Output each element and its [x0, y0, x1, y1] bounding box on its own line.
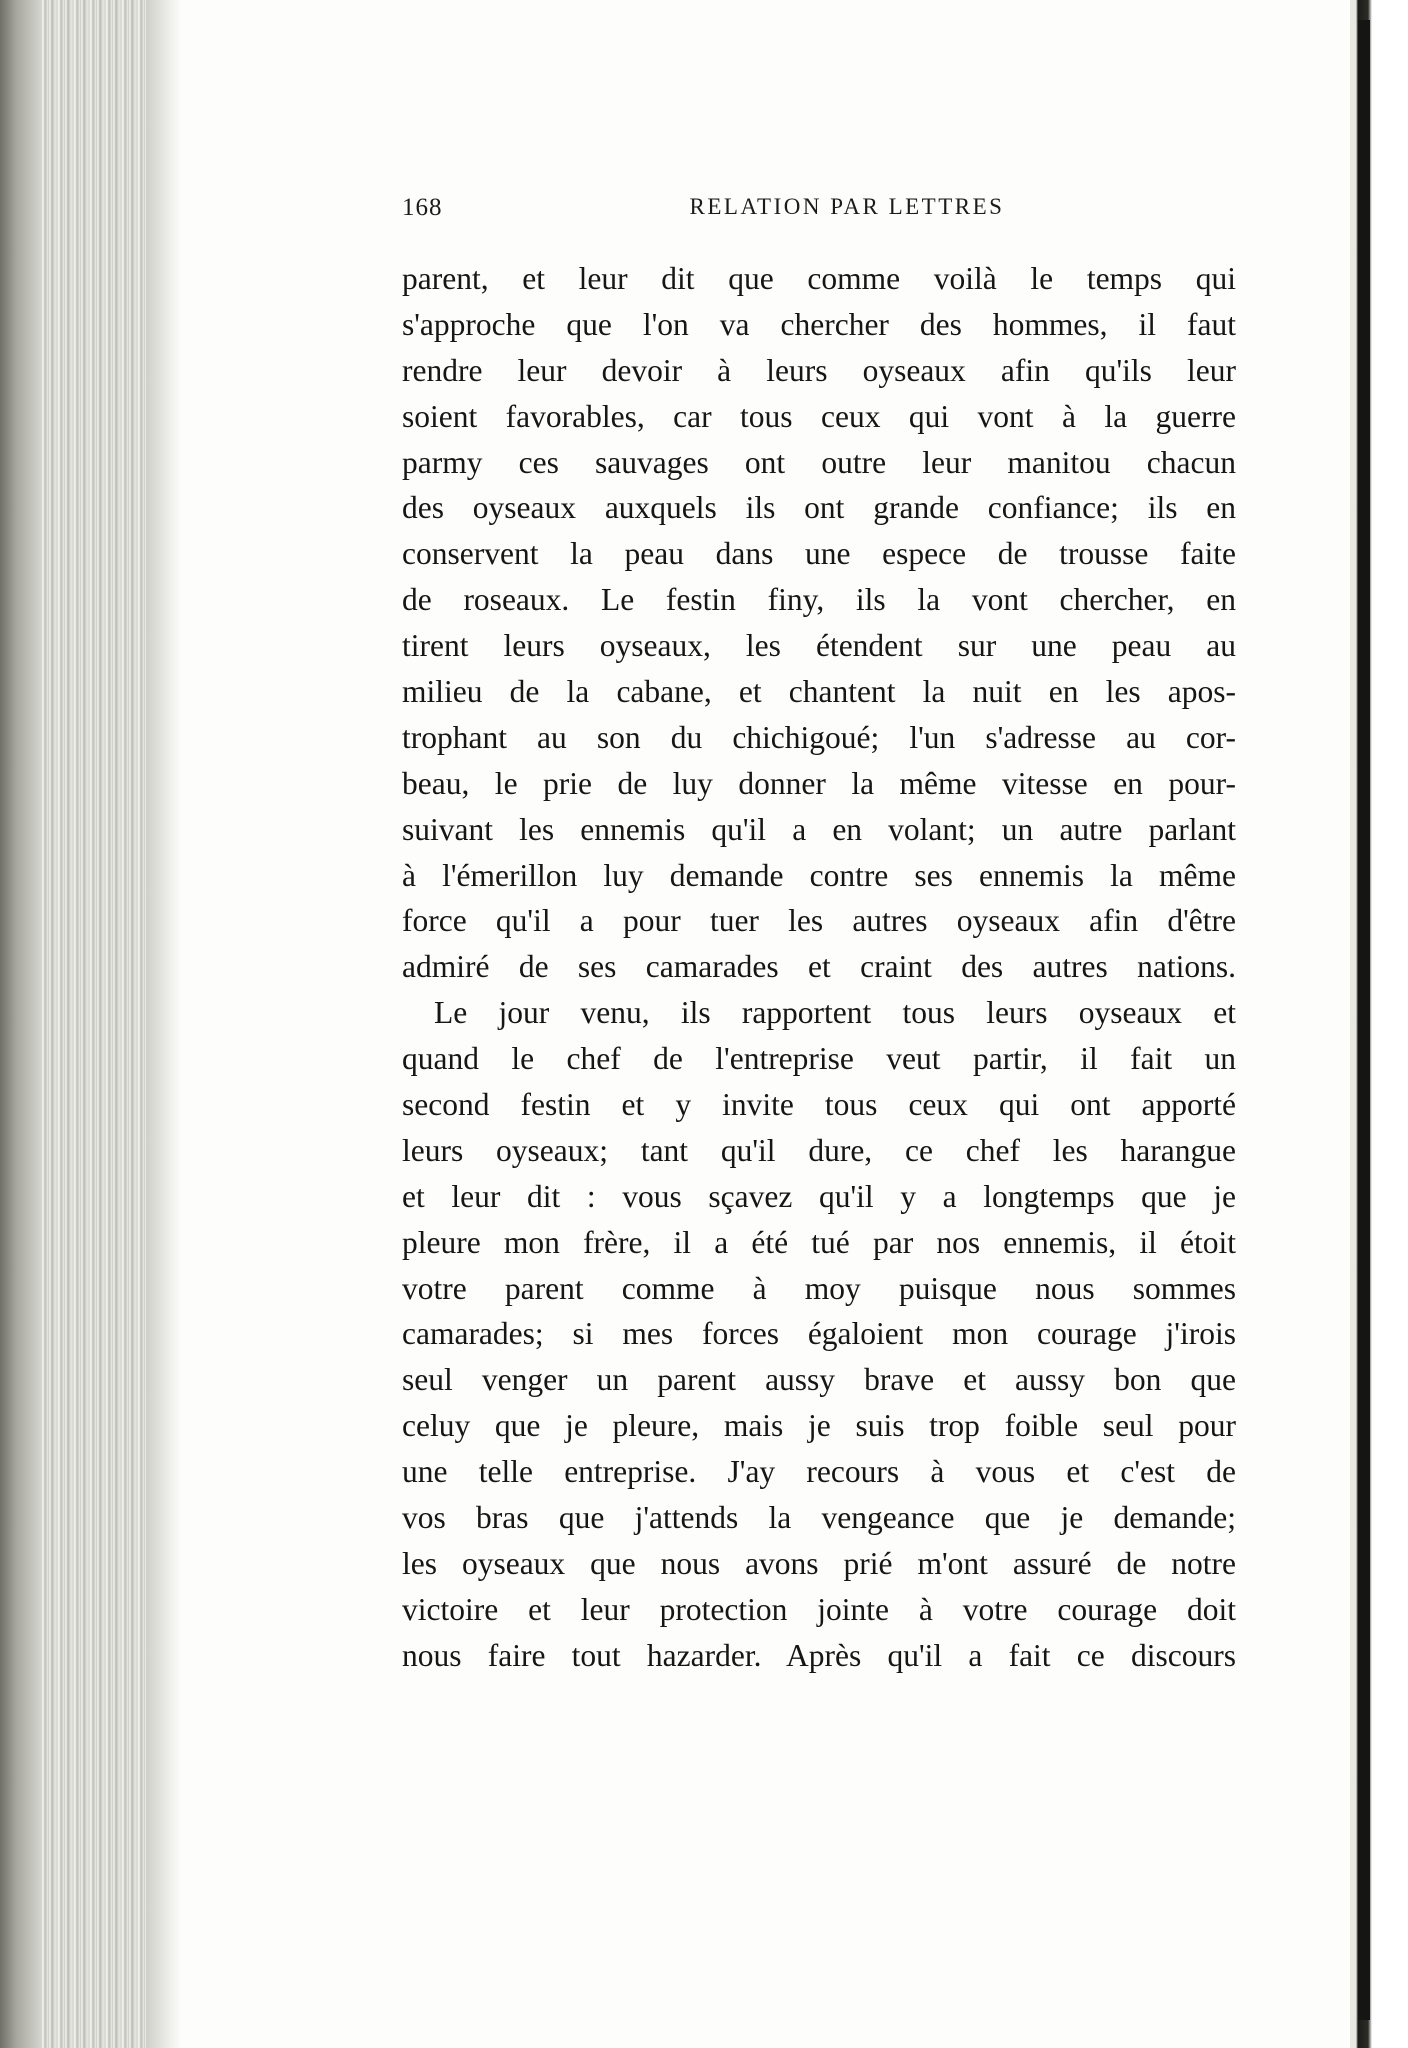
book-board-right	[1350, 0, 1408, 2048]
text-line: milieu de la cabane, et chantent la nuit en les apos-	[402, 674, 1236, 710]
book-spine-shadow	[0, 0, 42, 2048]
text-line: votre parent comme à moy puisque nous sommes	[402, 1270, 1236, 1306]
text-line: admiré de ses camarades et craint des autres nations.	[402, 949, 1236, 985]
text-line: rendre leur devoir à leurs oyseaux afin qu'ils leur	[402, 352, 1236, 388]
page	[180, 0, 1350, 2048]
text-line: second festin et y invite tous ceux qui ont apporté	[402, 1087, 1236, 1123]
text-line: les oyseaux que nous avons prié m'ont assuré de notre	[402, 1545, 1236, 1581]
text-line: et leur dit : vous sçavez qu'il y a longtemps que je	[402, 1178, 1236, 1214]
text-line: soient favorables, car tous ceux qui vont à la guerre	[402, 398, 1236, 434]
text-line: des oyseaux auxquels ils ont grande confiance; ils en	[402, 490, 1236, 526]
body-text	[402, 256, 1236, 1679]
running-head	[402, 194, 1232, 228]
text-line: une telle entreprise. J'ay recours à vous et c'est de	[402, 1454, 1236, 1490]
text-line: trophant au son du chichigoué; l'un s'adresse au cor-	[402, 719, 1236, 755]
paragraph-start-line: Le jour venu, ils rapportent tous leurs oyseaux et	[434, 995, 1236, 1031]
text-line: beau, le prie de luy donner la même vitesse en pour-	[402, 765, 1236, 801]
text-line: de roseaux. Le festin finy, ils la vont chercher, en	[402, 582, 1236, 618]
text-line: parent, et leur dit que comme voilà le temps qui	[402, 261, 1236, 296]
text-line: s'approche que l'on va chercher des hommes, il faut	[402, 306, 1236, 342]
text-line: quand le chef de l'entreprise veut partir, il fait un	[402, 1041, 1236, 1077]
page-number: 168	[402, 194, 443, 221]
running-title: RELATION PAR LETTRES	[689, 194, 1005, 219]
text-line: nous faire tout hazarder. Après qu'il a fait ce discours	[402, 1637, 1236, 1673]
text-line: force qu'il a pour tuer les autres oyseaux afin d'être	[402, 903, 1236, 939]
text-line: à l'émerillon luy demande contre ses ennemis la même	[402, 857, 1236, 893]
text-line: leurs oyseaux; tant qu'il dure, ce chef les harangue	[402, 1132, 1236, 1168]
book-board-strip	[1358, 20, 1370, 2020]
text-line: camarades; si mes forces égaloient mon courage j'irois	[402, 1316, 1236, 1352]
text-line: tirent leurs oyseaux, les étendent sur une peau au	[402, 628, 1236, 664]
text-line: suivant les ennemis qu'il a en volant; un autre parlant	[402, 811, 1236, 847]
text-line: seul venger un parent aussy brave et aussy bon que	[402, 1362, 1236, 1398]
text-line: vos bras que j'attends la vengeance que je demande;	[402, 1500, 1236, 1536]
text-line: pleure mon frère, il a été tué par nos ennemis, il étoit	[402, 1224, 1236, 1260]
text-line: victoire et leur protection jointe à votre courage doit	[402, 1591, 1236, 1627]
text-line: celuy que je pleure, mais je suis trop foible seul pour	[402, 1408, 1236, 1444]
text-line: parmy ces sauvages ont outre leur manitou chacun	[402, 444, 1236, 480]
text-line: conservent la peau dans une espece de trousse faite	[402, 536, 1236, 572]
